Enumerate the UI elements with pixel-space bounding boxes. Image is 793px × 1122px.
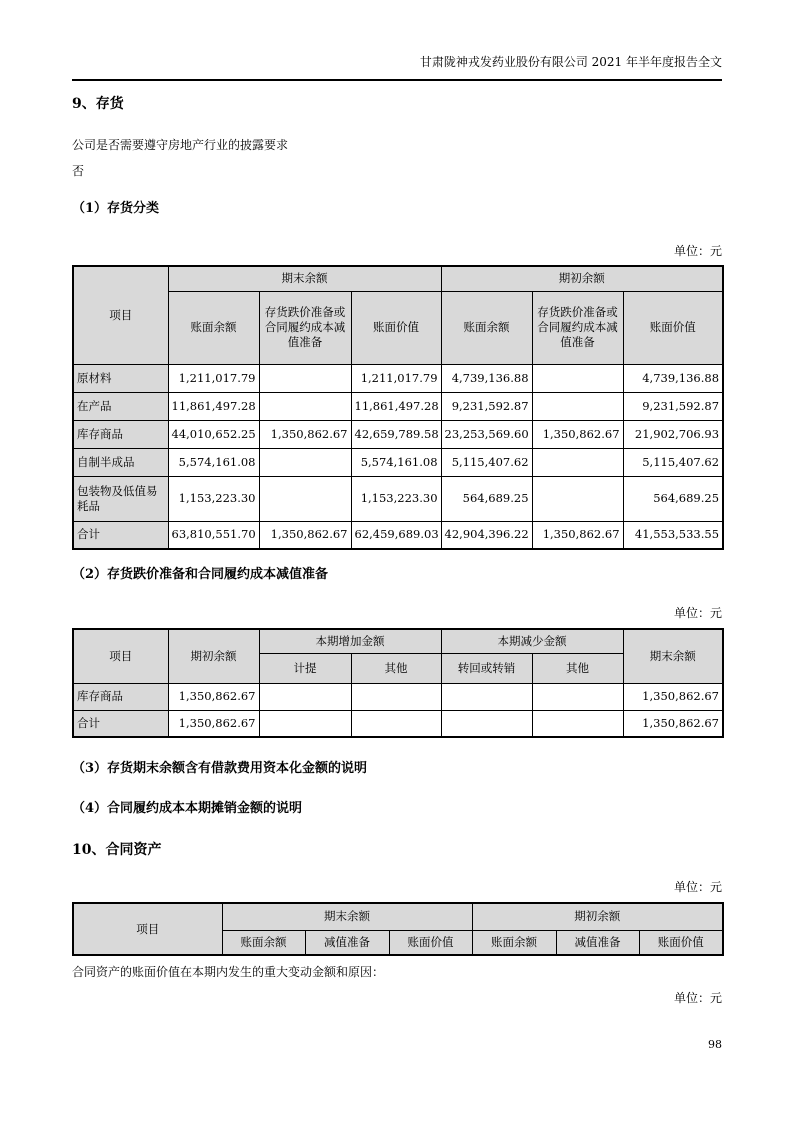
cell-value (259, 392, 351, 420)
cell-value: 1,350,862.67 (259, 521, 351, 549)
cell-value (532, 683, 623, 710)
cell-value (259, 448, 351, 476)
table-row (73, 420, 723, 448)
cell-value (532, 448, 623, 476)
cell-value: 1,153,223.30 (351, 476, 441, 521)
cell-value (441, 683, 532, 710)
cell-value: 5,115,407.62 (623, 448, 723, 476)
cell-value: 5,574,161.08 (168, 448, 259, 476)
cell-value: 23,253,569.60 (441, 420, 532, 448)
col-header-impairment: 减值准备 (305, 930, 389, 955)
cell-value: 564,689.25 (441, 476, 532, 521)
table-row (73, 448, 723, 476)
table-row-total (73, 521, 723, 549)
cell-value: 1,153,223.30 (168, 476, 259, 521)
col-header-book-value: 账面价值 (351, 291, 441, 364)
cell-value (351, 710, 441, 737)
realestate-disclosure-answer: 否 (72, 164, 85, 178)
col-header-book-value: 账面价值 (639, 930, 723, 955)
row-label: 包装物及低值易耗品 (73, 476, 168, 521)
subsection-1-heading: （1）存货分类 (72, 201, 160, 216)
cell-value: 1,350,862.67 (168, 683, 259, 710)
section-10-heading: 10、合同资产 (72, 842, 162, 858)
row-label: 原材料 (73, 364, 168, 392)
contract-assets-change-note: 合同资产的账面价值在本期内发生的重大变动金额和原因： (72, 965, 385, 979)
document-header-title: 甘肃陇神戎发药业股份有限公司 2021 年半年度报告全文 (419, 55, 722, 69)
cell-value (351, 683, 441, 710)
col-group-opening: 期初余额 (441, 266, 723, 291)
row-label: 库存商品 (73, 683, 168, 710)
cell-value: 5,574,161.08 (351, 448, 441, 476)
cell-value: 5,115,407.62 (441, 448, 532, 476)
cell-value: 62,459,689.03 (351, 521, 441, 549)
col-header-reversal: 转回或转销 (441, 653, 532, 683)
cell-value (441, 710, 532, 737)
row-label: 合计 (73, 710, 168, 737)
table-row (73, 392, 723, 420)
realestate-disclosure-question: 公司是否需要遵守房地产行业的披露要求 (72, 138, 289, 152)
cell-value: 42,904,396.22 (441, 521, 532, 549)
cell-value: 1,350,862.67 (168, 710, 259, 737)
col-header-book-balance: 账面余额 (168, 291, 259, 364)
col-group-closing: 期末余额 (168, 266, 441, 291)
cell-value: 9,231,592.87 (623, 392, 723, 420)
contract-assets-table (72, 902, 724, 956)
col-header-item: 项目 (73, 629, 168, 683)
cell-value (259, 364, 351, 392)
cell-value: 41,553,533.55 (623, 521, 723, 549)
table-row (73, 364, 723, 392)
col-group-closing: 期末余额 (222, 903, 472, 930)
unit-label-1: 单位：元 (673, 244, 722, 258)
col-header-item: 项目 (73, 266, 168, 364)
col-header-other-increase: 其他 (351, 653, 441, 683)
inventory-classification-table (72, 265, 724, 550)
unit-label-3: 单位：元 (673, 880, 722, 894)
cell-value (259, 683, 351, 710)
section-9-heading: 9、存货 (72, 96, 124, 112)
col-header-book-value: 账面价值 (623, 291, 723, 364)
col-header-impairment: 减值准备 (556, 930, 639, 955)
cell-value: 63,810,551.70 (168, 521, 259, 549)
col-header-provision: 存货跌价准备或合同履约成本减值准备 (259, 291, 351, 364)
cell-value (532, 364, 623, 392)
col-header-accrual: 计提 (259, 653, 351, 683)
cell-value: 1,211,017.79 (168, 364, 259, 392)
cell-value: 1,350,862.67 (259, 420, 351, 448)
inventory-provision-table (72, 628, 724, 738)
col-group-decrease: 本期减少金额 (441, 629, 623, 653)
cell-value (259, 710, 351, 737)
page-number: 98 (708, 1038, 722, 1051)
table-row-total (73, 710, 723, 737)
cell-value (532, 476, 623, 521)
subsection-4-heading: （4）合同履约成本本期摊销金额的说明 (72, 801, 303, 816)
cell-value: 4,739,136.88 (623, 364, 723, 392)
cell-value: 11,861,497.28 (168, 392, 259, 420)
col-header-book-value: 账面价值 (389, 930, 472, 955)
col-header-book-balance: 账面余额 (472, 930, 556, 955)
table-row (73, 476, 723, 521)
col-header-book-balance: 账面余额 (222, 930, 305, 955)
cell-value: 44,010,652.25 (168, 420, 259, 448)
subsection-3-heading: （3）存货期末余额含有借款费用资本化金额的说明 (72, 761, 368, 776)
document-header (72, 0, 722, 81)
col-header-other-decrease: 其他 (532, 653, 623, 683)
cell-value: 42,659,789.58 (351, 420, 441, 448)
cell-value (532, 392, 623, 420)
cell-value (532, 710, 623, 737)
cell-value: 21,902,706.93 (623, 420, 723, 448)
cell-value: 9,231,592.87 (441, 392, 532, 420)
col-header-provision: 存货跌价准备或合同履约成本减值准备 (532, 291, 623, 364)
table-row (73, 683, 723, 710)
cell-value: 1,350,862.67 (623, 710, 723, 737)
col-header-item: 项目 (73, 903, 222, 955)
row-label: 自制半成品 (73, 448, 168, 476)
cell-value: 11,861,497.28 (351, 392, 441, 420)
row-label: 合计 (73, 521, 168, 549)
cell-value: 564,689.25 (623, 476, 723, 521)
row-label: 在产品 (73, 392, 168, 420)
unit-label-4: 单位：元 (673, 991, 722, 1005)
cell-value: 1,350,862.67 (623, 683, 723, 710)
col-header-book-balance: 账面余额 (441, 291, 532, 364)
col-header-closing-balance: 期末余额 (623, 629, 723, 683)
subsection-2-heading: （2）存货跌价准备和合同履约成本减值准备 (72, 567, 329, 582)
cell-value: 1,211,017.79 (351, 364, 441, 392)
cell-value: 1,350,862.67 (532, 521, 623, 549)
cell-value: 1,350,862.67 (532, 420, 623, 448)
col-group-opening: 期初余额 (472, 903, 723, 930)
col-group-increase: 本期增加金额 (259, 629, 441, 653)
unit-label-2: 单位：元 (673, 606, 722, 620)
row-label: 库存商品 (73, 420, 168, 448)
col-header-opening-balance: 期初余额 (168, 629, 259, 683)
cell-value (259, 476, 351, 521)
cell-value: 4,739,136.88 (441, 364, 532, 392)
